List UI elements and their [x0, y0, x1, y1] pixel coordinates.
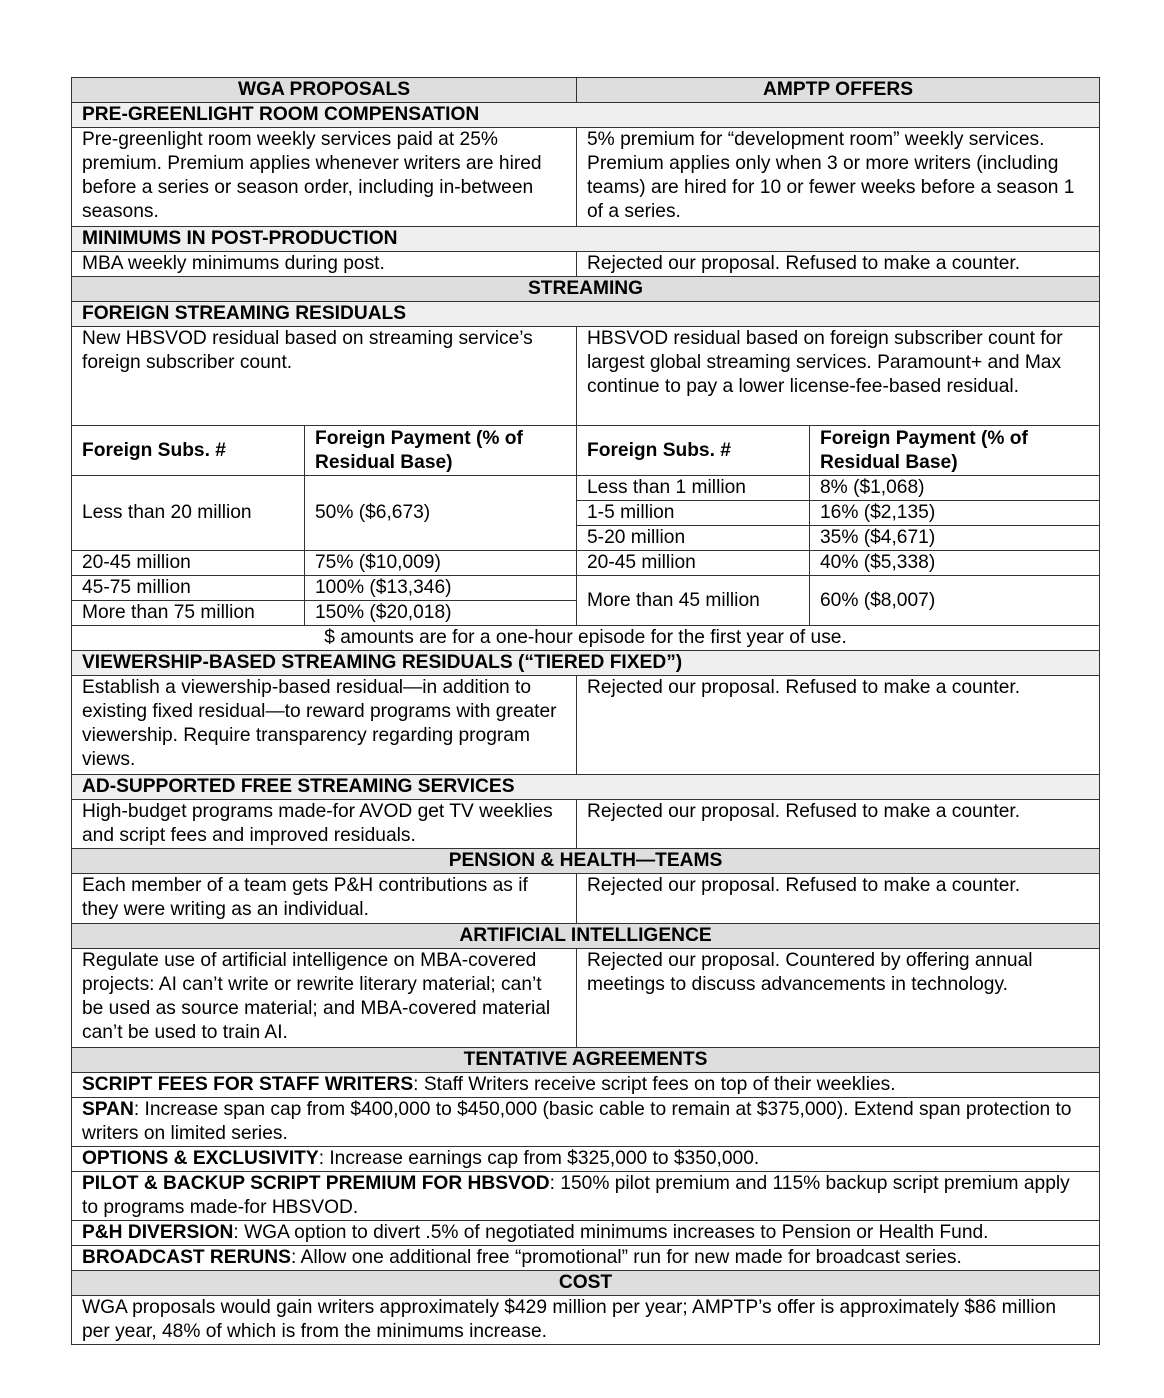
tentative-item [72, 1172, 1100, 1221]
amptp-subs-cell: 20-45 million [577, 551, 810, 576]
wga-payment-cell: 100% ($13,346) [305, 576, 577, 601]
wga-subs-cell: Less than 20 million [72, 476, 305, 551]
avod-wga: High-budget programs made-for AVOD get TV weeklies and script fees and improved residuals. [72, 800, 577, 849]
amptp-offers-header: AMPTP OFFERS [577, 78, 1100, 103]
post-production-title: MINIMUMS IN POST-PRODUCTION [72, 227, 1100, 252]
avod-amptp: Rejected our proposal. Refused to make a counter. [577, 800, 1100, 849]
amptp-payment-cell: 16% ($2,135) [810, 501, 1100, 526]
wga-subs-cell: 20-45 million [72, 551, 305, 576]
avod-title: AD-SUPPORTED FREE STREAMING SERVICES [72, 775, 1100, 800]
pre-greenlight-title: PRE-GREENLIGHT ROOM COMPENSATION [72, 103, 1100, 128]
pension-amptp: Rejected our proposal. Refused to make a counter. [577, 874, 1100, 924]
tentative-item-label: PILOT & BACKUP SCRIPT PREMIUM FOR HBSVOD [82, 1173, 550, 1194]
viewership-amptp: Rejected our proposal. Refused to make a counter. [577, 676, 1100, 775]
viewership-title: VIEWERSHIP-BASED STREAMING RESIDUALS (“TIERED FIXED”) [72, 651, 1100, 676]
pre-greenlight-amptp: 5% premium for “development room” weekly services. Premium applies only when 3 or more writers (including teams) are hired for 10 or fewer weeks before a season 1 of a series. [577, 128, 1100, 227]
tentative-item-text: : Staff Writers receive script fees on top of their weeklies. [413, 1074, 896, 1095]
tentative-item-label: BROADCAST RERUNS [82, 1247, 291, 1268]
wga-payment-header: Foreign Payment (% of Residual Base) [305, 426, 577, 476]
tentative-item-text: : WGA option to divert .5% of negotiated minimums increases to Pension or Health Fund. [233, 1222, 989, 1243]
post-production-amptp: Rejected our proposal. Refused to make a counter. [577, 252, 1100, 277]
ai-band: ARTIFICIAL INTELLIGENCE [72, 924, 1100, 949]
wga-proposals-header: WGA PROPOSALS [72, 78, 577, 103]
header-row [72, 78, 1100, 103]
tentative-item-label: P&H DIVERSION [82, 1222, 234, 1243]
foreign-amounts-note: $ amounts are for a one-hour episode for the first year of use. [72, 626, 1100, 651]
tentative-item-text: : Increase earnings cap from $325,000 to $350,000. [318, 1148, 760, 1169]
amptp-payment-cell: 8% ($1,068) [810, 476, 1100, 501]
tentative-item [72, 1073, 1100, 1098]
tentative-band: TENTATIVE AGREEMENTS [72, 1048, 1100, 1073]
streaming-band: STREAMING [72, 277, 1100, 302]
cost-band: COST [72, 1271, 1100, 1296]
tentative-item-text: : Increase span cap from $400,000 to $450,000 (basic cable to remain at $375,000). Extend span protection to writers on limited series. [82, 1099, 1072, 1144]
ai-wga: Regulate use of artificial intelligence on MBA-covered projects: AI can’t write or rewrite literary material; can’t be used as source material; and MBA-covered material can’t be used to train AI. [72, 949, 577, 1048]
amptp-subs-cell: More than 45 million [577, 576, 810, 626]
amptp-payment-cell: 40% ($5,338) [810, 551, 1100, 576]
wga-payment-cell: 150% ($20,018) [305, 601, 577, 626]
pre-greenlight-wga: Pre-greenlight room weekly services paid at 25% premium. Premium applies whenever writers are hired before a series or season order, including in-between seasons. [72, 128, 577, 227]
tentative-item-label: SCRIPT FEES FOR STAFF WRITERS [82, 1074, 414, 1095]
wga-subs-cell: More than 75 million [72, 601, 305, 626]
foreign-residuals-title: FOREIGN STREAMING RESIDUALS [72, 302, 1100, 327]
negotiations-comparison-table [71, 77, 1100, 1345]
post-production-wga: MBA weekly minimums during post. [72, 252, 577, 277]
wga-payment-cell: 75% ($10,009) [305, 551, 577, 576]
ai-amptp: Rejected our proposal. Countered by offering annual meetings to discuss advancements in technology. [577, 949, 1100, 1048]
viewership-wga: Establish a viewership-based residual—in addition to existing fixed residual—to reward programs with greater viewership. Require transparency regarding program views. [72, 676, 577, 775]
wga-payment-cell: 50% ($6,673) [305, 476, 577, 551]
tentative-item-text: : 150% pilot premium and 115% backup script premium apply to programs made-for HBSVOD. [82, 1173, 1070, 1218]
amptp-payment-header: Foreign Payment (% of Residual Base) [810, 426, 1100, 476]
tentative-item [72, 1147, 1100, 1172]
amptp-subs-header: Foreign Subs. # [577, 426, 810, 476]
tentative-item [72, 1098, 1100, 1147]
tentative-item-label: OPTIONS & EXCLUSIVITY [82, 1148, 319, 1169]
amptp-subs-cell: Less than 1 million [577, 476, 810, 501]
amptp-payment-cell: 60% ($8,007) [810, 576, 1100, 626]
pension-band: PENSION & HEALTH—TEAMS [72, 849, 1100, 874]
amptp-subs-cell: 1-5 million [577, 501, 810, 526]
wga-subs-header: Foreign Subs. # [72, 426, 305, 476]
tentative-item [72, 1221, 1100, 1246]
tentative-item-text: : Allow one additional free “promotional” run for new made for broadcast series. [290, 1247, 962, 1268]
cost-text: WGA proposals would gain writers approximately $429 million per year; AMPTP’s offer is approximately $86 million per year, 48% of which is from the minimums increase. [72, 1296, 1100, 1345]
tentative-item [72, 1246, 1100, 1271]
foreign-residuals-wga: New HBSVOD residual based on streaming service’s foreign subscriber count. [72, 327, 577, 426]
pension-wga: Each member of a team gets P&H contributions as if they were writing as an individual. [72, 874, 577, 924]
wga-subs-cell: 45-75 million [72, 576, 305, 601]
amptp-subs-cell: 5-20 million [577, 526, 810, 551]
foreign-residuals-amptp: HBSVOD residual based on foreign subscriber count for largest global streaming services. Paramount+ and Max continue to pay a lower license-fee-based residual. [577, 327, 1100, 426]
tentative-item-label: SPAN [82, 1099, 134, 1120]
amptp-payment-cell: 35% ($4,671) [810, 526, 1100, 551]
